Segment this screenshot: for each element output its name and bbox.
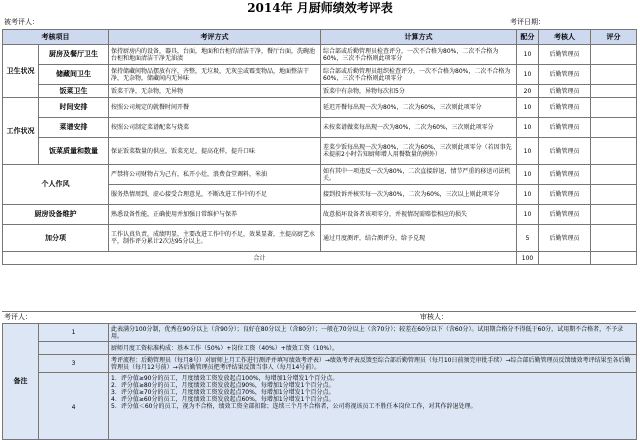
note-text: 1．评分值≥90分的员工，月度绩效工资发放起点100%，每增加1分增发1个百分点。 2．评分值≥80分的员工，月度绩效工资发放起点90%，每增加1分增发1个百分点。 3．评分值≥70分的员工，月度绩效工资发放起点70%，每增加1分增发1个百分点。 4．评分值≥60分的员工，月度绩效工资发放起点60%，每增加1分增发1个百分点。 5．评分值＜60分的员工，视为不合格，绩效工资全部扣除；连续三个月不合格者，公司将视该员工不胜任本岗位工作，对其作辞退处理。 — [109, 373, 637, 440]
evaluatee-label: 被考评人： — [4, 18, 39, 26]
row-method: 严禁将公司财物占为己有，私开小灶，浪费食堂调料，米油 — [109, 165, 321, 185]
header-score: 配分 — [517, 30, 539, 45]
row-score: 5 — [517, 225, 539, 252]
note-row — [3, 324, 637, 342]
evaluation-table — [2, 29, 637, 265]
note-number: 3 — [39, 355, 109, 373]
row-calc: 接到投诉并核实每一次为80%，二次为60%，三次以上则此项零分 — [321, 185, 517, 205]
row-rating[interactable] — [591, 118, 637, 138]
row-item: 厨房及餐厅卫生 — [39, 45, 109, 65]
row-score: 20 — [517, 85, 539, 98]
row-item: 饭菜质量和数量 — [39, 138, 109, 165]
row-item: 饭菜卫生 — [39, 85, 109, 98]
note-text: 厨师月度工资标准构成：基本工作（50%）+岗位工资（40%）+绩效工资（10%）。 — [109, 342, 637, 355]
row-method: 工作认真负责，成绩明显，主要改进工作中的不足，效果显著，主提高厨艺水平，制作评分累计2次达95分以上。 — [109, 225, 321, 252]
row-calc: 综合部或后勤管理员检查评分，一次不合格为80%，二次不合格为60%，三次不合格则此项零分 — [321, 45, 517, 65]
header-rating: 评分 — [591, 30, 637, 45]
header-method: 考评方式 — [109, 30, 321, 45]
row-score: 10 — [517, 98, 539, 118]
row-item: 储藏间卫生 — [39, 65, 109, 85]
table-row — [3, 98, 637, 118]
reviewer-label: 审核人： — [420, 313, 448, 321]
note-text: 此表满分100分制，优秀在90分以上（含90分）；良好在80分以上（含80分）；一般在70分以上（含70分）；较差在60分以下（含60分）。试用期合格分不得低于60分，试用期不合格者，不予录用。 — [109, 324, 637, 342]
category-bonus: 加分项 — [3, 225, 109, 252]
header-calc: 计算方式 — [321, 30, 517, 45]
row-calc: 延迟开餐每出现一次为80%，二次为60%，三次则此项零分 — [321, 98, 517, 118]
category-personal: 个人作风 — [3, 165, 109, 205]
row-rating[interactable] — [591, 85, 637, 98]
row-rating[interactable] — [591, 225, 637, 252]
table-row — [3, 118, 637, 138]
notes-label: 备注 — [3, 324, 39, 440]
row-method: 保持厨房内的设备，器具，台面，地面和台柜的清洁干净，餐厅台面，洗碗池台柜和地面清洁干净无油渍 — [109, 45, 321, 65]
row-assessor: 后勤管理员 — [539, 85, 591, 98]
note-row — [3, 355, 637, 373]
category-hygiene: 卫生状况 — [3, 45, 39, 98]
row-score: 10 — [517, 165, 539, 185]
row-calc: 饭菜中有杂物，异物每次扣5分 — [321, 85, 517, 98]
note-number: 4 — [39, 373, 109, 440]
row-calc: 综合部或后勤管理员组织检查评分，一次不合格为80%，二次不合格为60%，三次不合格则此项零分 — [321, 65, 517, 85]
note-number — [39, 342, 109, 355]
total-label: 合计 — [3, 252, 517, 265]
row-rating[interactable] — [591, 65, 637, 85]
table-row — [3, 225, 637, 252]
row-item: 菜谱安排 — [39, 118, 109, 138]
row-calc: 故意损坏设备者该项零分，并视情况需赔偿相应的损失 — [321, 205, 517, 225]
row-method: 保持储藏间物品摆放有序，齐整，无垃圾，无灰尘或霉变物品，地面整洁干净，无杂物，储藏间内无异味 — [109, 65, 321, 85]
note-row — [3, 373, 637, 440]
signer-band — [2, 311, 636, 322]
row-rating[interactable] — [591, 185, 637, 205]
note-row — [3, 342, 637, 355]
note-text: 考评流程：后勤管理员（每月8号）对厨师上月工作进行测评并填写绩效考评表）→绩效考评表反馈至综合部后勤管理员（每月10日前须完审批手续）→综合部后勤管理员反馈绩效考评结果至各后勤管理员（每月12号前）→各后勤管理员把考评结果反馈当事人（每月14号前）。 — [109, 355, 637, 373]
total-row — [3, 252, 637, 265]
row-calc: 未按菜谱做菜每出现一次为80%，二次为60%，三次则此项零分 — [321, 118, 517, 138]
row-assessor: 后勤管理员 — [539, 205, 591, 225]
row-item: 时间安排 — [39, 98, 109, 118]
evaluator-label: 考评人： — [4, 313, 32, 321]
row-assessor: 后勤管理员 — [539, 98, 591, 118]
row-rating[interactable] — [591, 205, 637, 225]
table-row — [3, 45, 637, 65]
total-score: 100 — [517, 252, 539, 265]
row-rating[interactable] — [591, 138, 637, 165]
row-score: 10 — [517, 138, 539, 165]
row-score: 10 — [517, 118, 539, 138]
note-number: 1 — [39, 324, 109, 342]
date-label: 考评日期： — [510, 18, 545, 26]
category-equipment: 厨房设备维护 — [3, 205, 109, 225]
row-method: 熟悉设备性能，正确使用并加强日常维护与保养 — [109, 205, 321, 225]
row-score: 10 — [517, 65, 539, 85]
row-assessor: 后勤管理员 — [539, 138, 591, 165]
row-rating[interactable] — [591, 98, 637, 118]
row-method: 按照公司规定的就餐时间开餐 — [109, 98, 321, 118]
table-row — [3, 65, 637, 85]
table-row — [3, 165, 637, 185]
row-calc: 差菜少饭每出现一次为80%，二次为60%，三次则此项零分（若因事先未提前2小时告知厨师增人用餐数量的例外） — [321, 138, 517, 165]
table-row — [3, 205, 637, 225]
row-assessor: 后勤管理员 — [539, 185, 591, 205]
row-calc: 通过月度测评，结合测评分，给予兑现 — [321, 225, 517, 252]
sheet-title: 2014年 月厨师绩效考评表 — [247, 1, 393, 15]
row-assessor: 后勤管理员 — [539, 118, 591, 138]
row-assessor: 后勤管理员 — [539, 45, 591, 65]
table-row — [3, 85, 637, 98]
header-assessor: 考核人 — [539, 30, 591, 45]
category-work: 工作状况 — [3, 98, 39, 165]
header-item: 考核项目 — [3, 30, 109, 45]
row-method: 服务热情周到，虚心接受合理意见，不断改进工作中的不足 — [109, 185, 321, 205]
total-rating[interactable] — [591, 252, 637, 265]
header-row — [3, 30, 637, 45]
row-method: 保证饭菜数量的供应，饭菜充足，提高花样，提升口味 — [109, 138, 321, 165]
row-rating[interactable] — [591, 45, 637, 65]
notes-table — [2, 323, 637, 440]
row-score: 10 — [517, 45, 539, 65]
total-assessor — [539, 252, 591, 265]
row-method: 饭菜干净，无杂物，无异物 — [109, 85, 321, 98]
table-row — [3, 138, 637, 165]
row-assessor: 后勤管理员 — [539, 225, 591, 252]
row-assessor: 后勤管理员 — [539, 165, 591, 185]
row-score: 10 — [517, 205, 539, 225]
row-score: 10 — [517, 185, 539, 205]
row-rating[interactable] — [591, 165, 637, 185]
row-assessor: 后勤管理员 — [539, 65, 591, 85]
row-method: 按照公司制定菜谱配菜与烧菜 — [109, 118, 321, 138]
row-calc: 如有其中一项违反一次为80%，二次直接辞退，情节严重的移送司法机关。 — [321, 165, 517, 185]
